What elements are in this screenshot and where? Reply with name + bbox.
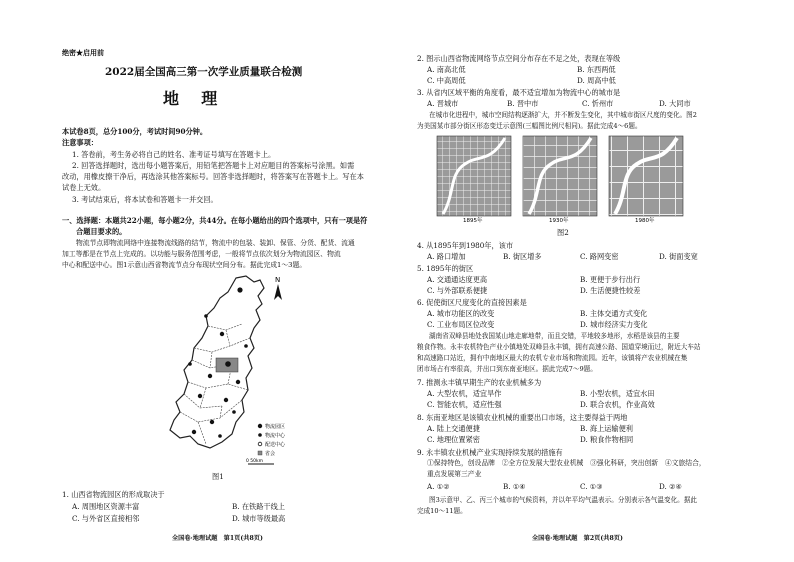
street-map-1895	[437, 136, 511, 224]
intro3-line: 湖南省双峰县地处我国某山地走廊地带，而且交错，平地较多地形，水稻是该县的主要	[429, 332, 680, 340]
q7-option-b[interactable]: B. 小型农机，适宜水田	[580, 389, 655, 398]
legend-label: 省会	[265, 451, 276, 457]
street-pattern-figure	[435, 134, 685, 226]
q3-option-d[interactable]: D. 大同市	[659, 99, 691, 108]
q4-option-d[interactable]: D. 街面变宽	[659, 252, 698, 261]
intro2-line: 为美国某市部分街区形态变迁示意图(三幅图比例尺相同)。据此完成4～6题。	[417, 122, 642, 130]
legend-label: 物流中心	[265, 433, 286, 439]
q4-option-c[interactable]: C. 路网变密	[580, 252, 619, 261]
intro2-line: 在城市化进程中，城市空间结构逐渐扩大，并不断发生变化，其中城市街区尺度的变化。图2	[429, 111, 697, 119]
q9-option-c[interactable]: C. ①③	[580, 482, 603, 491]
legend-label: 配送中心	[265, 442, 286, 448]
intro3-line: 粮食作物。永丰农机特色产业小镇地处双峰县永丰镇，拥有高速公路、国道穿境而过，附近大车站	[417, 343, 701, 351]
intro-line: 物流节点即物流网络中连接物流线路的结节，物流中的包装、装卸、保管、分货、配货、流通	[76, 239, 355, 247]
note-line: 2. 回答选择题时，选出每小题答案后，用铅笔把答题卡上对应题目的答案标号涂黑。如需	[72, 161, 355, 170]
shanxi-map-figure	[150, 272, 300, 468]
notes-heading: 注意事项：	[62, 138, 98, 147]
note-line: 改动，用橡皮擦干净后，再选涂其他答案标号。回答非选择题时，将答案写在答题卡上。写在本	[62, 172, 364, 181]
note-line: 3. 考试结束后，将本试卷和答题卡一并交回。	[72, 195, 218, 204]
north-label: N	[275, 276, 281, 284]
q6-option-a[interactable]: A. 城市功能区的改变	[427, 309, 495, 318]
q5-option-d[interactable]: D. 生活便捷性较差	[580, 286, 641, 295]
q7-option-c[interactable]: C. 智能农机，适应性强	[427, 400, 502, 409]
intro3-line: 和高速路口站近，拥有中南地区最大的农机专业市场和物流园。近年，该镇将产农业机械在集	[417, 354, 688, 362]
q7-option-d[interactable]: D. 联合农机，作业高效	[580, 400, 655, 409]
q9-option-d[interactable]: D. ②④	[659, 482, 682, 491]
q5-option-c[interactable]: C. 与外部联系便捷	[427, 286, 488, 295]
north-arrow	[274, 276, 282, 300]
scale-label: 0 50km	[246, 459, 264, 464]
q2-stem: 2. 图示山西省物流网络节点空间分布存在不足之处，表现在等级	[417, 54, 621, 63]
year-label-1930: 1930年	[549, 218, 569, 224]
section-heading: 一、选择题：本题共22小题，每小题2分，共44分。在每小题给出的四个选项中，只有一项是符	[62, 216, 368, 225]
section-heading-cont: 合题目要求的。	[76, 227, 127, 236]
note-line: 1. 答卷前，考生务必将自己的姓名、准考证号填写在答题卡上。	[72, 150, 276, 159]
intro3-line: 团市场占有率很高，并出口到东南亚地区。据此完成7～9题。	[417, 365, 597, 373]
q1-option-a[interactable]: A. 周围地区资源丰富	[72, 502, 140, 511]
q9-stem: 9. 永丰镇农业机械产业实现持续发展的措施有	[417, 448, 563, 457]
q9-statements-cont: 重点发展第三产业	[427, 470, 482, 478]
q3-option-c[interactable]: C. 忻州市	[582, 99, 614, 108]
q8-option-c[interactable]: C. 地理位置紧密	[427, 435, 480, 444]
year-label-1895: 1895年	[463, 218, 483, 224]
street-map-1930	[523, 136, 597, 224]
q8-option-a[interactable]: A. 陆上交通便捷	[427, 424, 480, 433]
q3-option-b[interactable]: B. 晋中市	[507, 99, 539, 108]
q6-option-b[interactable]: B. 主体交通方式变化	[580, 309, 648, 318]
page-footer: 全国卷·地理试题 第1页(共8页)	[172, 535, 263, 542]
q6-option-d[interactable]: D. 城市经济实力变化	[580, 320, 648, 329]
q1-option-b[interactable]: B. 在铁路干线上	[232, 502, 285, 511]
q4-stem: 4. 从1895年到1980年，该市	[417, 241, 514, 250]
q5-option-a[interactable]: A. 交通通达度更高	[427, 275, 488, 284]
legend-label: 物流园区	[265, 424, 286, 430]
q2-option-c[interactable]: C. 中高周低	[427, 76, 466, 85]
q9-statements: ①保持特色，创设品牌 ②全方位发展大型农业机械 ③强化科研，突出创新 ④文旅结合，	[427, 459, 706, 467]
q2-option-b[interactable]: B. 东西两低	[577, 65, 616, 74]
q8-option-d[interactable]: D. 粮食作物相同	[580, 435, 634, 444]
q4-option-a[interactable]: A. 路口增加	[427, 252, 466, 261]
q1-option-d[interactable]: D. 城市等级最高	[232, 514, 286, 523]
q7-option-a[interactable]: A. 大型农机，适宜旱作	[427, 389, 502, 398]
q1-stem: 1. 山西省物流园区的形成取决于	[62, 490, 165, 499]
q1-option-c[interactable]: C. 与外省区直接相邻	[72, 514, 140, 523]
q7-stem: 7. 推测永丰镇早期生产的农业机械多为	[417, 378, 542, 387]
page-footer: 全国卷·地理试题 第2页(共8页)	[532, 535, 623, 542]
exam-title: 2022届全国高三第一次学业质量联合检测	[105, 66, 303, 78]
q3-option-a[interactable]: A. 晋城市	[427, 99, 459, 108]
q8-option-b[interactable]: B. 海上运输便利	[580, 424, 633, 433]
intro4-line: 完成10～11题。	[417, 507, 467, 515]
q3-stem: 3. 从省内区域平衡的角度看，最不适宜增加为物流中心的城市是	[417, 88, 621, 97]
q2-option-a[interactable]: A. 南高北低	[427, 65, 466, 74]
intro-line: 加工等都是在节点上完成的。以功能与服务范围考虑，一般将节点依次划分为物流园区、物流	[62, 250, 341, 258]
q6-option-c[interactable]: C. 工业布局区位改变	[427, 320, 495, 329]
q9-option-b[interactable]: B. ①④	[503, 482, 526, 491]
intro-line: 中心和配送中心。图1示意山西省物流节点分布现状空间分布。据此完成1～3题。	[62, 261, 307, 269]
q6-stem: 6. 促使街区尺度变化的直接因素是	[417, 298, 527, 307]
q9-option-a[interactable]: A. ①②	[427, 482, 450, 491]
q5-option-b[interactable]: B. 更便于步行出行	[580, 275, 641, 284]
fig2-caption: 图2	[557, 228, 569, 237]
q5-stem: 5. 1895年的街区	[417, 264, 474, 273]
q4-option-b[interactable]: B. 街区增多	[503, 252, 542, 261]
q2-option-d[interactable]: D. 周高中低	[577, 76, 616, 85]
paper-info: 本试卷8页，总分100分，考试时间90分钟。	[62, 127, 208, 136]
map-legend	[246, 423, 286, 464]
secret-label: 绝密★启用前	[62, 48, 104, 57]
q8-stem: 8. 东南亚地区是该镇农业机械的重要出口市场，这主要得益于两地	[417, 413, 628, 422]
subject-title: 地 理	[163, 89, 218, 108]
right-page	[397, 0, 794, 562]
intro4-line: 图3示意甲、乙、丙三个城市的气候资料，并以年平均气温表示。分别表示各气温变化。据此	[429, 496, 697, 504]
street-map-1980	[609, 136, 683, 224]
note-line: 试卷上无效。	[62, 183, 106, 192]
fig1-caption: 图1	[212, 472, 224, 481]
year-label-1980: 1980年	[635, 218, 655, 224]
